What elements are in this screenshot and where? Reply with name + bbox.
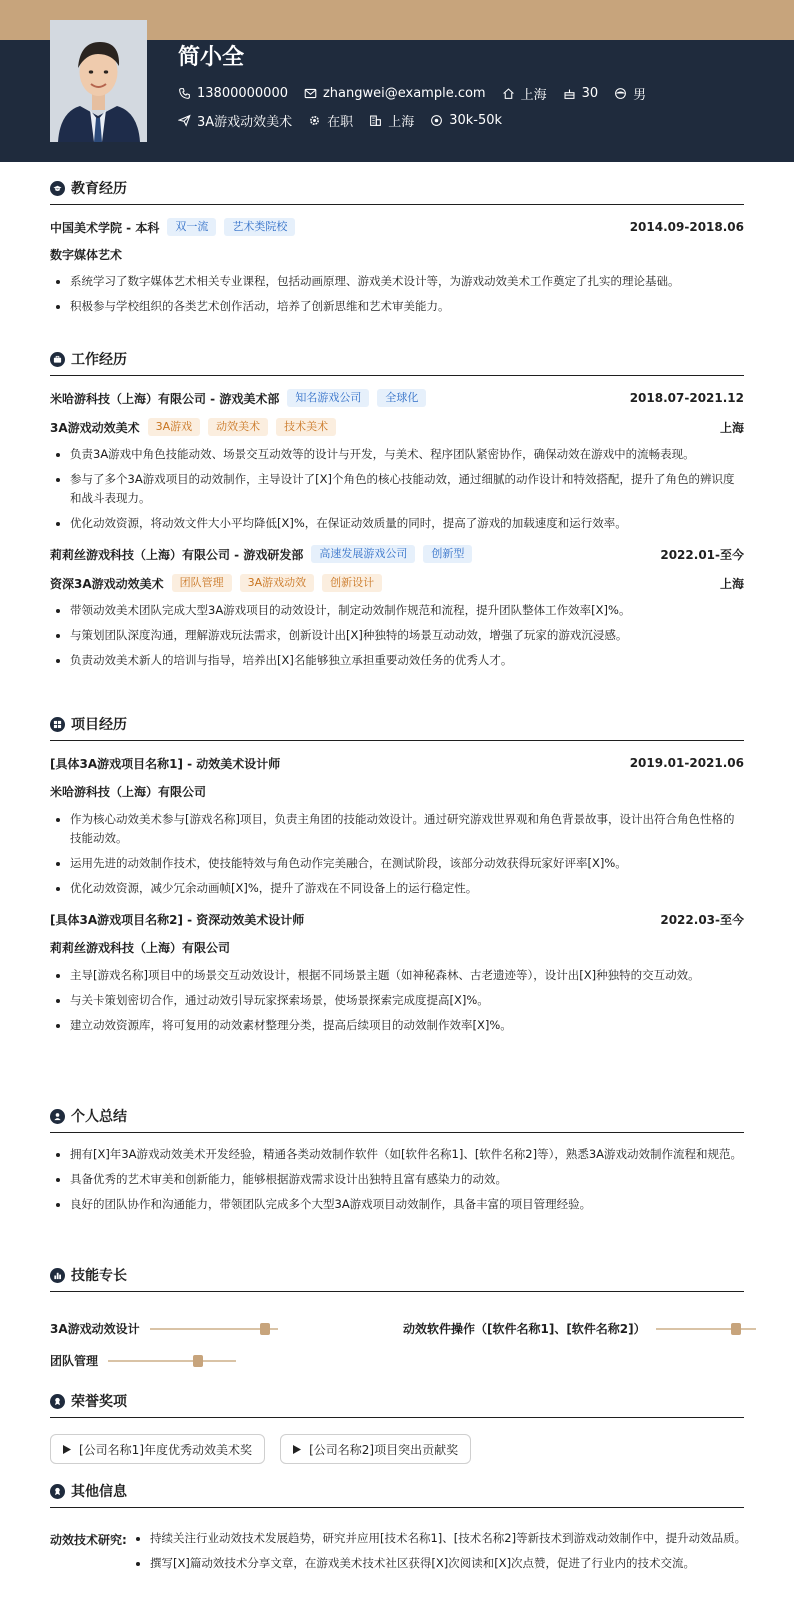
skills-section — [50, 1263, 744, 1292]
project-company: 米哈游科技（上海）有限公司 — [50, 785, 207, 799]
skill-level-knob — [731, 1323, 741, 1335]
age-info — [563, 86, 599, 101]
list-item: • 优化动效资源，减少冗余动画帧[X]%，提升了游戏在不同设备上的运行稳定性。 — [70, 879, 744, 898]
position-info — [178, 111, 292, 130]
work-role-row — [50, 572, 744, 594]
skill-item — [403, 1320, 756, 1337]
summary-header — [50, 1104, 744, 1133]
list-item: • 具备优秀的艺术审美和创新能力，能够根据游戏需求设计出独特且富有感染力的动效。 — [70, 1170, 744, 1189]
work-entry — [50, 387, 744, 533]
project-company: 莉莉丝游戏科技（上海）有限公司 — [50, 941, 231, 955]
list-item: • 撰写[X]篇动效技术分享文章，在游戏美术技术社区获得[X]次阅读和[X]次点赞，促进了行业内的技术交流。 — [150, 1554, 750, 1573]
other-header — [50, 1479, 744, 1508]
role-tag: 3A游戏 — [148, 418, 201, 436]
skill-level-bar — [656, 1328, 756, 1330]
profile-photo — [50, 20, 147, 142]
honors-header — [50, 1389, 744, 1418]
other-label: 动效技术研究: — [50, 1533, 127, 1547]
role-tag: 创新设计 — [322, 574, 382, 592]
bar-chart-icon — [50, 1268, 65, 1283]
list-item: • 与策划团队深度沟通，理解游戏玩法需求，创新设计出[X]种独特的场景互动动效，增强了玩家的游戏沉浸感。 — [70, 626, 744, 645]
role-name: 资深3A游戏动效美术 — [50, 576, 164, 591]
education-date: 2014.09-2018.06 — [629, 220, 744, 234]
list-item: • 系统学习了数字媒体艺术相关专业课程，包括动画原理、游戏美术设计等，为游戏动效美术工作奠定了扎实的理论基础。 — [70, 272, 744, 291]
company-tag: 全球化 — [377, 389, 426, 407]
project-section — [50, 712, 744, 1041]
role-name: 3A游戏动效美术 — [50, 420, 140, 435]
other-bullets — [134, 1529, 750, 1579]
gender-icon — [614, 87, 627, 100]
award-text: [公司名称2]项目突出贡献奖 — [309, 1442, 459, 1457]
education-title: 教育经历 — [71, 181, 127, 197]
skill-level-knob — [193, 1355, 203, 1367]
send-icon — [178, 114, 191, 127]
skill-name: 动效软件操作（[软件名称1]、[软件名称2]） — [403, 1322, 646, 1336]
gender-info — [614, 84, 646, 103]
other-title: 其他信息 — [71, 1484, 127, 1500]
phone-info — [178, 86, 288, 101]
target-city-info — [369, 111, 414, 130]
project-title-row — [50, 752, 744, 774]
project-name: [具体3A游戏项目名称1] - 动效美术设计师 — [50, 756, 281, 771]
work-date: 2022.01-至今 — [660, 547, 744, 562]
salary-info — [430, 113, 502, 128]
company-tag: 知名游戏公司 — [287, 389, 369, 407]
honors-title: 荣誉奖项 — [71, 1394, 127, 1410]
company-tag: 创新型 — [423, 545, 472, 563]
role-tag: 3A游戏动效 — [240, 574, 315, 592]
project-entry — [50, 752, 744, 898]
work-date: 2018.07-2021.12 — [629, 391, 744, 405]
gender-text: 男 — [633, 88, 647, 103]
home-icon — [502, 87, 515, 100]
status-text: 在职 — [327, 115, 354, 130]
list-item: • 建立动效资源库，将可复用的动效素材整理分类，提高后续项目的动效制作效率[X]%。 — [70, 1016, 744, 1035]
list-item: • 参与了多个3A游戏项目的动效制作，主导设计了[X]个角色的核心技能动效，通过细腻的动作设计和特效搭配，提升了角色的辨识度和战斗表现力。 — [70, 470, 744, 508]
phone-icon — [178, 87, 191, 100]
list-item: • 主导[游戏名称]项目中的场景交互动效设计，根据不同场景主题（如神秘森林、古老遗迹等），设计出[X]种独特的交互动效。 — [70, 966, 744, 985]
role-tag: 技术美术 — [276, 418, 336, 436]
list-item: • 带领动效美术团队完成大型3A游戏项目的动效设计，制定动效制作规范和流程，提升团队整体工作效率[X]%。 — [70, 601, 744, 620]
project-title: 项目经历 — [71, 717, 127, 733]
city-text: 上海 — [520, 88, 547, 103]
salary-icon — [430, 114, 443, 127]
education-section — [50, 176, 744, 322]
skills-header — [50, 1263, 744, 1292]
award-text: [公司名称1]年度优秀动效美术奖 — [79, 1442, 252, 1457]
work-title: 工作经历 — [71, 352, 127, 368]
major: 数字媒体艺术 — [50, 248, 123, 262]
school-tag: 艺术类院校 — [224, 218, 295, 236]
list-item: • 持续关注行业动效技术发展趋势，研究并应用[技术名称1]、[技术名称2]等新技术到游戏动效制作中，提升动效品质。 — [150, 1529, 750, 1548]
graduation-cap-icon — [50, 181, 65, 196]
honors-section — [50, 1389, 744, 1464]
company-tag: 高速发展游戏公司 — [311, 545, 415, 563]
summary-title: 个人总结 — [71, 1109, 127, 1125]
list-item: • 运用先进的动效制作技术，使技能特效与角色动作完美融合，在测试阶段，该部分动效获得玩家好评率[X]%。 — [70, 854, 744, 873]
project-title-row — [50, 908, 744, 930]
mail-icon — [304, 87, 317, 100]
skill-level-knob — [260, 1323, 270, 1335]
project-header — [50, 712, 744, 741]
list-item: • 负责动效美术新人的培训与指导，培养出[X]名能够独立承担重要动效任务的优秀人才。 — [70, 651, 744, 670]
email-text: zhangwei@example.com — [322, 86, 486, 101]
education-row — [50, 216, 744, 238]
role-tag: 动效美术 — [208, 418, 268, 436]
school-name: 中国美术学院 - 本科 — [50, 220, 160, 235]
summary-section — [50, 1104, 744, 1220]
award-icon — [50, 1394, 65, 1409]
company-name: 莉莉丝游戏科技（上海）有限公司 - 游戏研发部 — [50, 547, 304, 562]
list-item: • 优化动效资源，将动效文件大小平均降低[X]%，在保证动效质量的同时，提高了游戏的加载速度和运行效率。 — [70, 514, 744, 533]
phone-text: 13800000000 — [197, 86, 288, 101]
age-text: 30 — [581, 86, 599, 101]
list-item: • 负责3A游戏中角色技能动效、场景交互动效等的设计与开发，与美术、程序团队紧密协作，确保动效在游戏中的流畅表现。 — [70, 445, 744, 464]
triangle-icon — [293, 1445, 301, 1454]
honors-list — [50, 1434, 744, 1464]
skills-title: 技能专长 — [71, 1268, 127, 1284]
skill-name: 团队管理 — [50, 1354, 99, 1368]
list-item: • 拥有[X]年3A游戏动效美术开发经验，精通各类动效制作软件（如[软件名称1]、[软件名称2]等），熟悉3A游戏动效制作流程和规范。 — [70, 1145, 744, 1164]
company-name: 米哈游科技（上海）有限公司 - 游戏美术部 — [50, 391, 280, 406]
salary-text: 30k-50k — [449, 113, 503, 128]
project-bullets — [50, 810, 744, 898]
skill-name: 3A游戏动效设计 — [50, 1322, 140, 1336]
work-location: 上海 — [719, 420, 744, 435]
project-entry — [50, 908, 744, 1035]
education-bullets — [50, 272, 744, 316]
building-icon — [369, 114, 382, 127]
cake-icon — [563, 87, 576, 100]
other-section — [50, 1479, 744, 1508]
work-bullets — [50, 445, 744, 533]
list-item: • 与关卡策划密切合作，通过动效引导玩家探索场景，使场景探索完成度提高[X]%。 — [70, 991, 744, 1010]
school-tag: 双一流 — [167, 218, 216, 236]
project-date: 2019.01-2021.06 — [629, 756, 744, 770]
target-city-text: 上海 — [388, 115, 415, 130]
work-location: 上海 — [719, 576, 744, 591]
role-tag: 团队管理 — [172, 574, 232, 592]
work-bullets — [50, 601, 744, 670]
skill-item — [50, 1352, 236, 1369]
city-info — [502, 84, 547, 103]
work-header — [50, 347, 744, 376]
skill-level-bar — [150, 1328, 278, 1330]
project-date: 2022.03-至今 — [660, 912, 744, 927]
work-company-row — [50, 387, 744, 409]
award-item — [50, 1434, 265, 1464]
work-role-row — [50, 416, 744, 438]
skill-item — [50, 1320, 278, 1337]
summary-bullets — [50, 1145, 744, 1214]
status-gear-icon — [308, 114, 321, 127]
user-icon — [50, 1109, 65, 1124]
list-item: • 积极参与学校组织的各类艺术创作活动，培养了创新思维和艺术审美能力。 — [70, 297, 744, 316]
award-icon — [50, 1484, 65, 1499]
contact-info-row — [178, 84, 662, 103]
status-info — [308, 111, 353, 130]
work-entry — [50, 543, 744, 670]
candidate-name: 简小全 — [178, 45, 245, 70]
email-info — [304, 86, 486, 101]
list-item: • 作为核心动效美术参与[游戏名称]项目，负责主角团的技能动效设计。通过研究游戏世界观和角色背景故事，设计出符合角色性格的技能动效。 — [70, 810, 744, 848]
list-item: • 良好的团队协作和沟通能力，带领团队完成多个大型3A游戏项目动效制作，具备丰富的项目管理经验。 — [70, 1195, 744, 1214]
project-name: [具体3A游戏项目名称2] - 资深动效美术设计师 — [50, 912, 305, 927]
award-item — [280, 1434, 471, 1464]
grid-icon — [50, 717, 65, 732]
work-company-row — [50, 543, 744, 565]
position-text: 3A游戏动效美术 — [197, 115, 293, 130]
briefcase-icon — [50, 352, 65, 367]
project-bullets — [50, 966, 744, 1035]
work-section — [50, 347, 744, 676]
education-header — [50, 176, 744, 205]
job-intent-row — [178, 111, 518, 130]
triangle-icon — [63, 1445, 71, 1454]
skill-level-bar — [108, 1360, 236, 1362]
